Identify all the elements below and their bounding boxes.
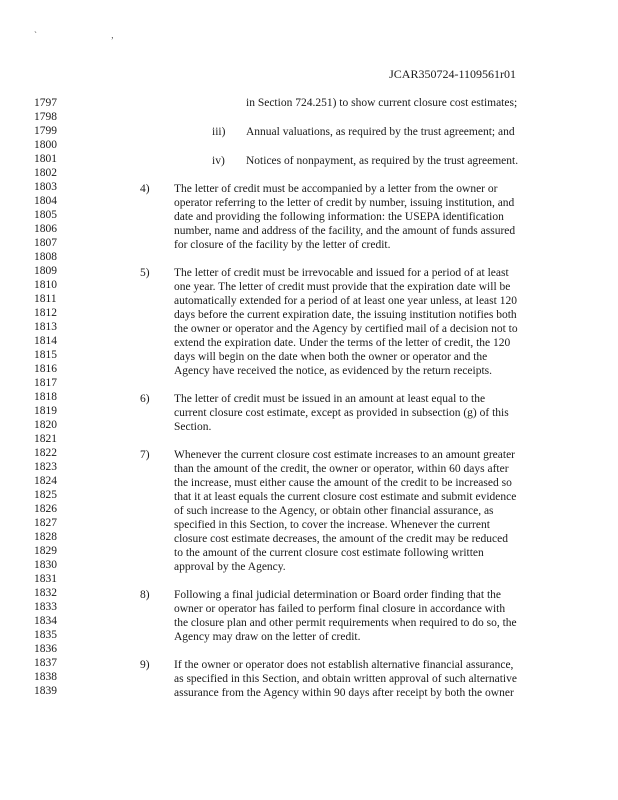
paragraph-line: If the owner or operator does not establish alternative financial assurance, xyxy=(174,659,514,671)
line-number: 1810 xyxy=(34,279,57,291)
line-number: 1838 xyxy=(34,671,57,683)
line-number: 1836 xyxy=(34,643,57,655)
paragraph-line: days before the current expiration date, the issuing institution notifies both xyxy=(174,309,517,321)
line-number: 1833 xyxy=(34,601,57,613)
paragraph-line: Agency may draw on the letter of credit. xyxy=(174,631,361,643)
line-number: 1834 xyxy=(34,615,57,627)
paragraph-line: for closure of the facility by the letter of credit. xyxy=(174,239,391,251)
paragraph-7-number: 7) xyxy=(140,449,150,461)
paragraph-line: than the amount of the credit, the owner or operator, within 60 days after xyxy=(174,463,509,475)
line-number: 1819 xyxy=(34,405,57,417)
line-number: 1817 xyxy=(34,377,57,389)
item-iv-text: Notices of nonpayment, as required by the trust agreement. xyxy=(246,155,519,167)
line-number: 1814 xyxy=(34,335,57,347)
line-number: 1839 xyxy=(34,685,57,697)
item-iii-text: Annual valuations, as required by the trust agreement; and xyxy=(246,126,515,138)
paragraph-line: of such increase to the Agency, or obtain other financial assurance, as xyxy=(174,505,494,517)
paragraph-line: to the amount of the current closure cost estimate following written xyxy=(174,547,484,559)
line-number: 1820 xyxy=(34,419,57,431)
continuation-line: in Section 724.251) to show current closure cost estimates; xyxy=(246,97,518,109)
line-number: 1828 xyxy=(34,531,57,543)
paragraph-line: specified in this Section, to cover the increase. Whenever the current xyxy=(174,519,490,531)
paragraph-line: number, name and address of the facility, and the amount of funds assured xyxy=(174,225,516,237)
paragraph-line: Following a final judicial determination or Board order finding that the xyxy=(174,589,502,601)
line-number: 1799 xyxy=(34,125,57,137)
paragraph-line: Section. xyxy=(174,421,212,433)
line-number: 1801 xyxy=(34,153,57,165)
scan-marks: ` , xyxy=(34,30,150,40)
paragraph-9-number: 9) xyxy=(140,659,150,671)
item-iv-number: iv) xyxy=(212,155,225,167)
paragraph-line: as specified in this Section, and obtain written approval of such alternative xyxy=(174,673,517,685)
line-number: 1822 xyxy=(34,447,57,459)
paragraph-8-number: 8) xyxy=(140,589,150,601)
line-number: 1823 xyxy=(34,461,57,473)
paragraph-line: closure cost estimate decreases, the amount of the credit may be reduced xyxy=(174,533,508,545)
line-number: 1803 xyxy=(34,181,57,193)
line-number: 1824 xyxy=(34,475,57,487)
paragraph-6-number: 6) xyxy=(140,393,150,405)
line-number: 1826 xyxy=(34,503,57,515)
line-number: 1804 xyxy=(34,195,57,207)
line-number: 1813 xyxy=(34,321,57,333)
line-number: 1825 xyxy=(34,489,57,501)
paragraph-line: Agency have received the notice, as evidenced by the return receipts. xyxy=(174,365,493,377)
paragraph-line: the owner or operator and the Agency by certified mail of a decision not to xyxy=(174,323,518,335)
line-number: 1835 xyxy=(34,629,57,641)
line-number: 1831 xyxy=(34,573,57,585)
line-number: 1809 xyxy=(34,265,57,277)
document-id: JCAR350724-1109561r01 xyxy=(389,67,516,81)
paragraph-line: current closure cost estimate, except as provided in subsection (g) of this xyxy=(174,407,509,419)
paragraph-line: that it at least equals the current closure cost estimate and submit evidence xyxy=(174,491,517,503)
paragraph-line: Whenever the current closure cost estimate increases to an amount greater xyxy=(174,449,516,461)
line-number: 1818 xyxy=(34,391,57,403)
item-iii-number: iii) xyxy=(212,126,226,138)
paragraph-line: assurance from the Agency within 90 days after receipt by both the owner xyxy=(174,687,514,699)
paragraph-line: The letter of credit must be irrevocable and issued for a period of at least xyxy=(174,267,509,279)
line-number: 1807 xyxy=(34,237,57,249)
line-number: 1837 xyxy=(34,657,57,669)
paragraph-line: automatically extended for a period of at least one year unless, at least 120 xyxy=(174,295,517,307)
paragraph-5-number: 5) xyxy=(140,267,150,279)
paragraph-line: date and providing the following information: the USEPA identification xyxy=(174,211,504,223)
paragraph-line: operator referring to the letter of credit by number, issuing institution, and xyxy=(174,197,515,209)
line-number: 1827 xyxy=(34,517,57,529)
paragraph-4-number: 4) xyxy=(140,183,150,195)
line-number: 1830 xyxy=(34,559,57,571)
line-number: 1815 xyxy=(34,349,57,361)
line-number: 1806 xyxy=(34,223,57,235)
line-number: 1812 xyxy=(34,307,57,319)
line-number: 1797 xyxy=(34,97,57,109)
line-number: 1800 xyxy=(34,139,57,151)
line-number: 1829 xyxy=(34,545,57,557)
line-number: 1821 xyxy=(34,433,57,445)
line-number: 1832 xyxy=(34,587,57,599)
paragraph-line: one year. The letter of credit must provide that the expiration date will be xyxy=(174,281,511,293)
line-number: 1808 xyxy=(34,251,57,263)
paragraph-line: owner or operator has failed to perform final closure in accordance with xyxy=(174,603,506,615)
paragraph-line: the increase, must either cause the amount of the credit to be increased so xyxy=(174,477,512,489)
paragraph-line: days will begin on the date when both the owner or operator and the xyxy=(174,351,488,363)
line-number: 1798 xyxy=(34,111,57,123)
line-number: 1811 xyxy=(34,293,57,305)
paragraph-line: The letter of credit must be accompanied by a letter from the owner or xyxy=(174,183,498,195)
paragraph-line: The letter of credit must be issued in an amount at least equal to the xyxy=(174,393,486,405)
line-number: 1816 xyxy=(34,363,57,375)
line-number: 1802 xyxy=(34,167,57,179)
line-number: 1805 xyxy=(34,209,57,221)
paragraph-line: extend the expiration date. Under the terms of the letter of credit, the 120 xyxy=(174,337,511,349)
paragraph-line: the closure plan and other permit requirements when required to do so, the xyxy=(174,617,517,629)
paragraph-line: approval by the Agency. xyxy=(174,561,286,573)
